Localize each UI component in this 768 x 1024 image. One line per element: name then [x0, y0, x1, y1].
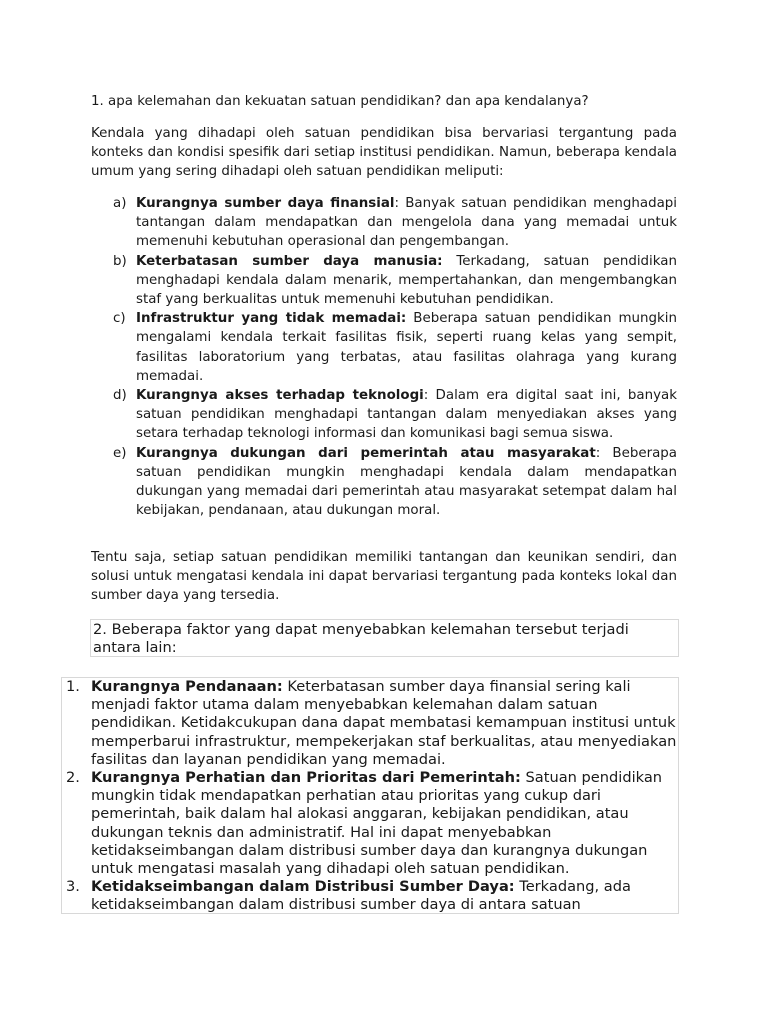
closing-paragraph: Tentu saja, setiap satuan pendidikan memiliki tantangan dan keunikan sendiri, dan solusi untuk mengatasi kendala ini dapat bervariasi tergantung pada konteks lokal dan sumber daya yang tersedia. [91, 550, 677, 604]
list-item-text: Dalam era digital saat ini, banyak satuan pendidikan menghadapi tantangan dalam menyediakan akses yang setara terhadap teknologi informasi dan komunikasi bagi semua siswa. [136, 388, 677, 442]
list-item [62, 878, 678, 914]
list-item-title: Kurangnya akses terhadap teknologi [136, 388, 424, 404]
list-item-text: Terkadang, satuan pendidikan menghadapi kendala dalam menarik, mempertahankan, dan mengembangkan staf yang berkualitas untuk memenuhi kebutuhan pendidikan. [136, 253, 677, 308]
list-marker: e) [113, 445, 127, 461]
list-item-title: Infrastruktur yang tidak memadai: [136, 311, 407, 327]
question-2: 2. Beberapa faktor yang dapat menyebabkan kelemahan tersebut terjadi antara lain: [93, 621, 629, 657]
intro-paragraph: Kendala yang dihadapi oleh satuan pendidikan bisa bervariasi tergantung pada konteks dan kondisi spesifik dari setiap institusi pendidikan. Namun, beberapa kendala umum yang sering dihadapi oleh satuan pendidikan meliputi: [91, 126, 677, 180]
list-item [91, 309, 677, 386]
list-item-title: Ketidakseimbangan dalam Distribusi Sumber Daya: [91, 878, 515, 896]
list-item [91, 444, 677, 521]
list-item-text: Terkadang, ada ketidakseimbangan dalam distribusi sumber daya di antara satuan [91, 878, 631, 914]
list-item-sep: : [394, 196, 400, 211]
list-item-sep: : [595, 445, 601, 461]
list-item [91, 386, 677, 444]
question-2-box [90, 619, 679, 657]
list-number: 1. [66, 678, 80, 695]
factors-box [61, 677, 679, 914]
factors-list [62, 678, 678, 914]
constraints-list [91, 194, 677, 520]
list-number: 3. [66, 878, 80, 896]
list-item-title: Kurangnya sumber daya finansial [136, 196, 395, 211]
list-item [91, 194, 677, 252]
list-item [91, 252, 677, 310]
list-item-title: Kurangnya Perhatian dan Prioritas dari Pemerintah: [91, 769, 521, 787]
list-marker: a) [113, 196, 127, 211]
list-item-text: Satuan pendidikan mungkin tidak mendapatkan perhatian atau prioritas yang cukup dari pemerintah, baik dalam hal alokasi anggaran, kebijakan pendidikan, atau dukungan teknis dan administratif. Hal ini dapat menyebabkan ketidakseimbangan dalam distribusi sumber daya dan kurangnya dukungan untuk mengatasi masalah yang dihadapi oleh satuan pendidikan. [91, 769, 663, 878]
list-item-title: Kurangnya dukungan dari pemerintah atau masyarakat [136, 445, 596, 461]
list-item [62, 678, 678, 769]
list-item-sep: : [423, 388, 429, 404]
list-item [62, 769, 678, 878]
list-marker: c) [113, 311, 126, 327]
list-item-text: Keterbatasan sumber daya finansial sering kali menjadi faktor utama dalam menyebabkan kelemahan dalam satuan pendidikan. Ketidakcukupan dana dapat membatasi kemampuan institusi untuk memperbarui infrastruktur, mempekerjakan staf berkualitas, atau menyediakan fasilitas dan layanan pendidikan yang memadai. [91, 678, 677, 768]
list-item-text: Banyak satuan pendidikan menghadapi tantangan dalam mendapatkan dan mengelola dana yang memadai untuk memenuhi kebutuhan operasional dan pengembangan. [136, 196, 677, 250]
list-item-title: Kurangnya Pendanaan: [91, 678, 283, 695]
question-1: 1. apa kelemahan dan kekuatan satuan pendidikan? dan apa kendalanya? [91, 94, 589, 109]
list-item-title: Keterbatasan sumber daya manusia: [136, 253, 443, 269]
list-item-text: Beberapa satuan pendidikan mungkin mengalami kendala terkait fasilitas fisik, seperti ruang kelas yang sempit, fasilitas laboratorium yang terbatas, atau fasilitas olahraga yang kurang memadai. [136, 311, 677, 384]
list-number: 2. [66, 769, 80, 787]
list-marker: d) [113, 388, 127, 404]
list-item-text: Beberapa satuan pendidikan mungkin menghadapi kendala dalam mendapatkan dukungan yang memadai dari pemerintah atau masyarakat setempat dalam hal kebijakan, pendanaan, atau dukungan moral. [136, 445, 677, 519]
list-marker: b) [113, 253, 127, 269]
